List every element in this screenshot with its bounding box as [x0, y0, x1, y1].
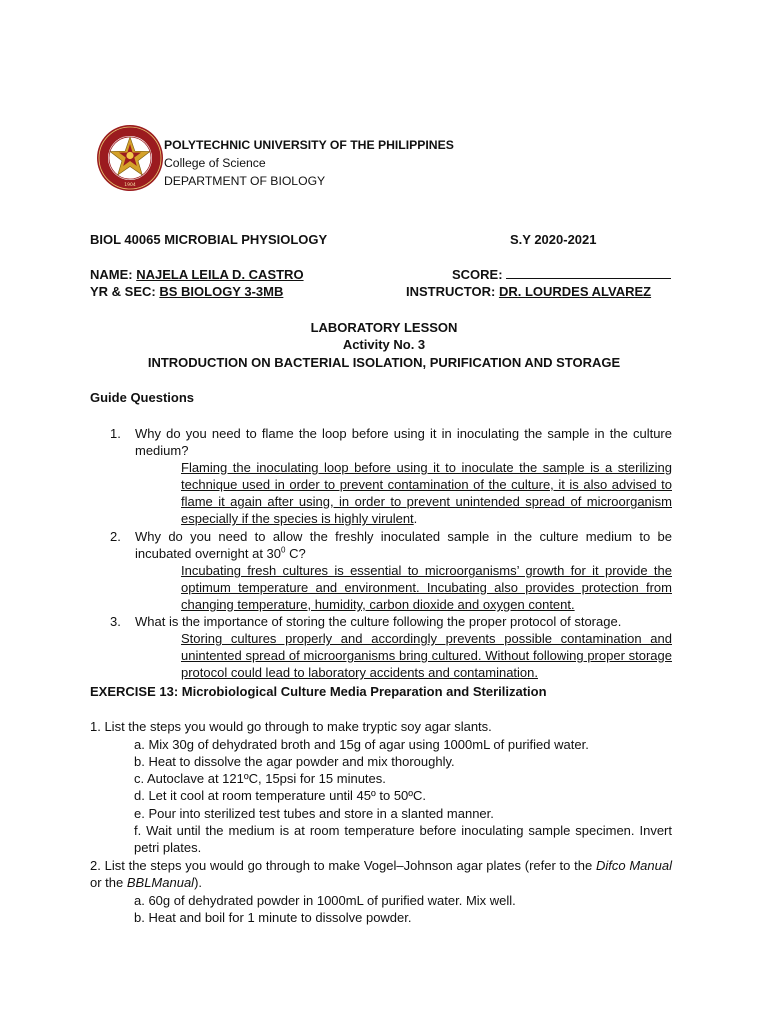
lesson-type: LABORATORY LESSON [310, 320, 458, 335]
step-item: d. Let it cool at room temperature until 45º to 50ºC. [134, 788, 427, 803]
university-header [164, 136, 454, 190]
question-number: 1. [110, 426, 121, 441]
exercise-question-1: 1. List the steps you would go through to make tryptic soy agar slants. [90, 719, 492, 734]
school-year: S.Y 2020-2021 [510, 232, 597, 247]
question-text: What is the importance of storing the culture following the proper protocol of storage. [135, 614, 622, 629]
yr-sec-row [90, 283, 283, 300]
university-name: POLYTECHNIC UNIVERSITY OF THE PHILIPPINES [164, 138, 454, 152]
answer-text: Incubating fresh cultures is essential to microorganisms’ growth for it provide the optimum temperature and environment. Incubating also provides protection from changing temperature, humidity, carbon dioxide and oxygen content. [181, 563, 672, 612]
step-item: c. Autoclave at 121ºC, 15psi for 15 minutes. [134, 771, 386, 786]
name-row [90, 266, 304, 283]
answer-text: Storing cultures properly and accordingly prevents possible contamination and unintented spread of microorganisms bring cultured. Without following proper storage protocol could lead to laboratory accidents and contamination. [181, 631, 672, 680]
name-label: NAME: [90, 267, 133, 282]
step-item: a. 60g of dehydrated powder in 1000mL of purified water. Mix well. [134, 893, 516, 908]
svg-text:1904: 1904 [124, 183, 136, 188]
score-blank [506, 266, 671, 279]
question-number: 3. [110, 614, 121, 629]
question-text: Why do you need to allow the freshly inoculated sample in the culture medium to be incubated overnight at $30^0$ C? [135, 529, 672, 561]
score-label: SCORE: [452, 267, 503, 282]
step-item: f. Wait until the medium is at room temperature before inoculating sample specimen. Invert petri plates. [134, 823, 672, 855]
course-title: BIOL 40065 MICROBIAL PHYSIOLOGY [90, 232, 328, 247]
yr-sec-label: YR & SEC: [90, 284, 156, 299]
instructor-name: DR. LOURDES ALVAREZ [498, 284, 652, 299]
step-item: a. Mix 30g of dehydrated broth and 15g of agar using 1000mL of purified water. [134, 737, 589, 752]
step-item: b. Heat and boil for 1 minute to dissolve powder. [134, 910, 412, 925]
score-row [452, 266, 671, 283]
step-item: b. Heat to dissolve the agar powder and mix thoroughly. [134, 754, 455, 769]
department-name: DEPARTMENT OF BIOLOGY [164, 174, 326, 188]
yr-sec-value: BS BIOLOGY 3-3MB [159, 284, 284, 299]
answer-text: Flaming the inoculating loop before using it to inoculate the sample is a sterilizing technique used in order to prevent contamination of the culture, it is also advised to flame it again after using, in order to prevent unintended spread of microorganism especially if the species is highly virulent. [181, 460, 672, 526]
step-item: e. Pour into sterilized test tubes and store in a slanted manner. [134, 806, 494, 821]
university-seal-logo [96, 124, 164, 192]
exercise-title: EXERCISE 13: Microbiological Culture Media Preparation and Sterilization [90, 684, 547, 699]
question-number: 2. [110, 529, 121, 544]
instructor-label: INSTRUCTOR: [406, 284, 496, 299]
question-text: Why do you need to flame the loop before using it in inoculating the sample in the culture medium? [135, 426, 672, 458]
instructor-row [406, 283, 651, 300]
activity-number: Activity No. 3 [342, 337, 426, 352]
exercise-question-2: 2. List the steps you would go through to make Vogel–Johnson agar plates (refer to the Difco Manual or the BBLManual). [90, 858, 672, 890]
lesson-title: INTRODUCTION ON BACTERIAL ISOLATION, PURIFICATION AND STORAGE [147, 355, 621, 370]
college-name: College of Science [164, 156, 266, 170]
guide-questions-heading: Guide Questions [90, 390, 195, 405]
student-name: NAJELA LEILA D. CASTRO [136, 267, 304, 282]
